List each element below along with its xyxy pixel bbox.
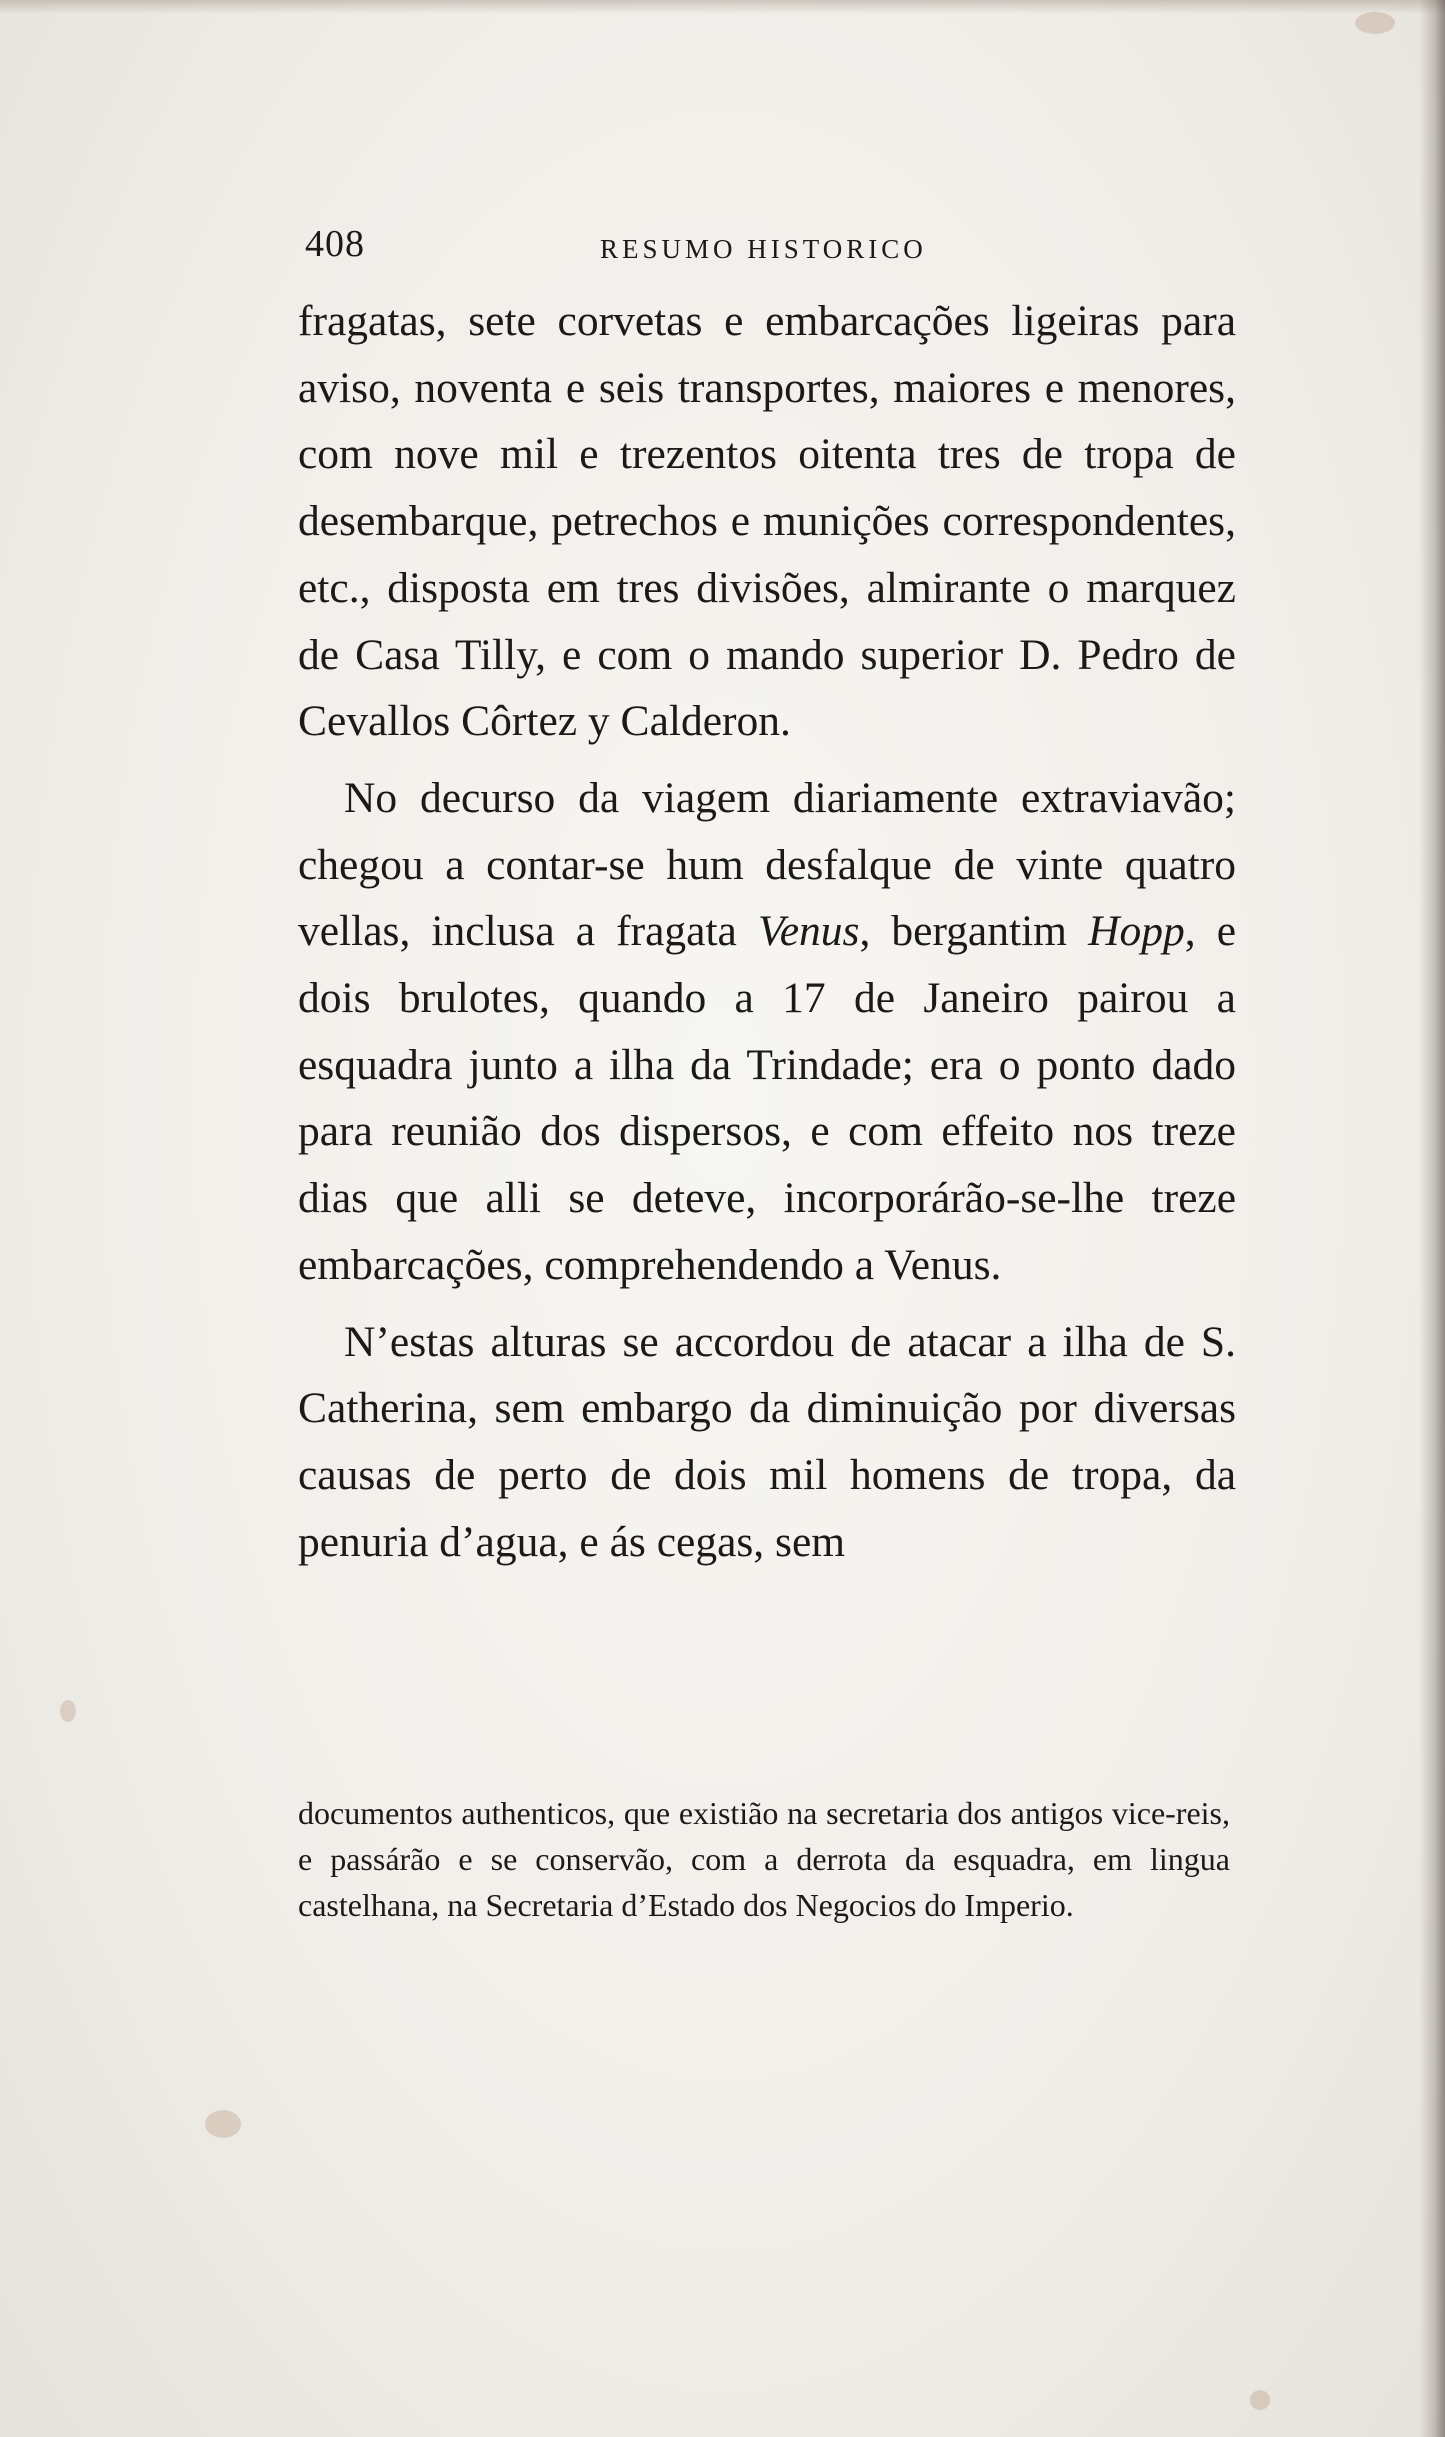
paragraph-2-part-c: , e dois brulotes, quando a 17 de Janeiro pairou a esquadra junto a ilha da Trindade; era o ponto dado para reunião dos dispersos, e com effeito nos treze dias que alli se deteve, incorporárão-se-lhe treze embarcações, comprehendendo a Venus. bbox=[298, 907, 1237, 1289]
paragraph-2-part-a: No decurso da viagem diariamente extraviavão; chegou a contar-se hum desfalque de vinte quatro vellas, inclusa a fragata bbox=[298, 773, 1236, 956]
page-top-edge bbox=[0, 0, 1445, 14]
paragraph-1: fragatas, sete corvetas e embarcações ligeiras para aviso, noventa e seis transportes, maiores e menores, com nove mil e trezentos oitenta tres de tropa de desembarque, petrechos e munições correspondentes, etc., disposta em tres divisões, almirante o marquez de Casa Tilly, e com o mando superior D. Pedro de Cevallos Côrtez y Calderon. bbox=[298, 297, 1236, 746]
main-text bbox=[298, 288, 1236, 1575]
footnote-text: documentos authenticos, que existião na secretaria dos antigos vice-reis, e passárão e se conservão, com a derrota da esquadra, em lingua castelhana, na Secretaria d’Estado dos Negocios do Imperio. bbox=[298, 1795, 1230, 1923]
page-number: 408 bbox=[305, 223, 365, 265]
paragraph-3: N’estas alturas se accordou de atacar a ilha de S. Catherina, sem embargo da diminuição por diversas causas de perto de dois mil homens de tropa, da penuria d’agua, e ás cegas, sem bbox=[298, 1317, 1236, 1566]
paragraph-2 bbox=[298, 765, 1236, 1299]
footnote bbox=[298, 1790, 1230, 1928]
running-head: RESUMO HISTORICO bbox=[600, 234, 927, 264]
foxing-stain bbox=[205, 2110, 241, 2138]
foxing-stain bbox=[1355, 12, 1395, 34]
page-right-edge bbox=[1419, 0, 1445, 2437]
foxing-stain bbox=[1250, 2390, 1270, 2410]
foxing-stain bbox=[60, 1700, 76, 1722]
page-header bbox=[305, 222, 1240, 272]
italic-hopp: Hopp bbox=[1088, 907, 1185, 956]
paragraph-2-part-b: , bergantim bbox=[859, 907, 1067, 956]
italic-venus: Venus bbox=[757, 907, 860, 956]
